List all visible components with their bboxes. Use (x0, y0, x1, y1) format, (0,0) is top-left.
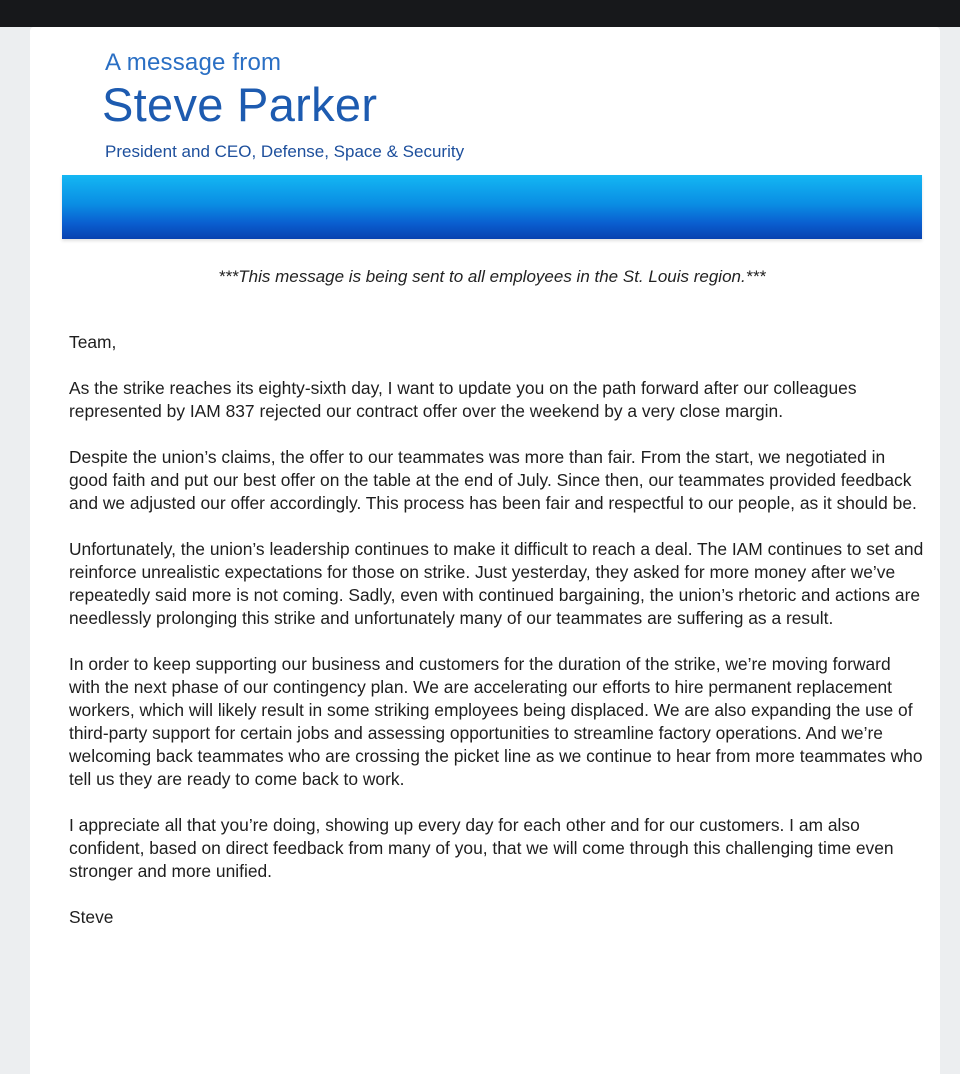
distribution-notice: ***This message is being sent to all employees in the St. Louis region.*** (218, 267, 766, 286)
paragraph-3: Unfortunately, the union’s leadership continues to make it difficult to reach a deal. The IAM continues to set and reinforce unrealistic expectations for those on strike. Just yesterday, they asked for more money after we’ve repeatedly said more is not coming. Sadly, even with continued bargaining, the union’s rhetoric and actions are needlessly prolonging this strike and unfortunately many of our teammates are suffering as a result. (69, 539, 924, 628)
paragraph-1: As the strike reaches its eighty-sixth day, I want to update you on the path forward after our colleagues represented by IAM 837 rejected our contract offer over the weekend by a very close margin. (69, 378, 857, 421)
paragraph-5: I appreciate all that you’re doing, showing up every day for each other and for our customers. I am also confident, based on direct feedback from many of you, that we will come through this challenging time even stronger and more unified. (69, 815, 894, 881)
header-intro: A message from (105, 49, 282, 76)
greeting: Team, (69, 332, 117, 352)
paragraph-2: Despite the union’s claims, the offer to our teammates was more than fair. From the start, we negotiated in good faith and put our best offer on the table at the end of July. Since then, our teammates provided feedback and we adjusted our offer accordingly. This process has been fair and respectful to our people, as it should be. (69, 447, 917, 513)
message-body (69, 331, 924, 952)
sender-name: Steve Parker (102, 78, 378, 131)
paragraph-4: In order to keep supporting our business and customers for the duration of the strike, we’re moving forward with the next phase of our contingency plan. We are accelerating our efforts to hire permanent replacement workers, which will likely result in some striking employees being displaced. We are also expanding the use of third-party support for certain jobs and assessing opportunities to streamline factory operations. And we’re welcoming back teammates who are crossing the picket line as we continue to hear from more teammates who tell us they are ready to come back to work. (69, 654, 923, 789)
sender-title: President and CEO, Defense, Space & Security (105, 142, 465, 161)
email-message-card (30, 27, 940, 1074)
header-banner (62, 175, 922, 239)
top-status-bar (0, 0, 960, 27)
signature: Steve (69, 907, 114, 927)
